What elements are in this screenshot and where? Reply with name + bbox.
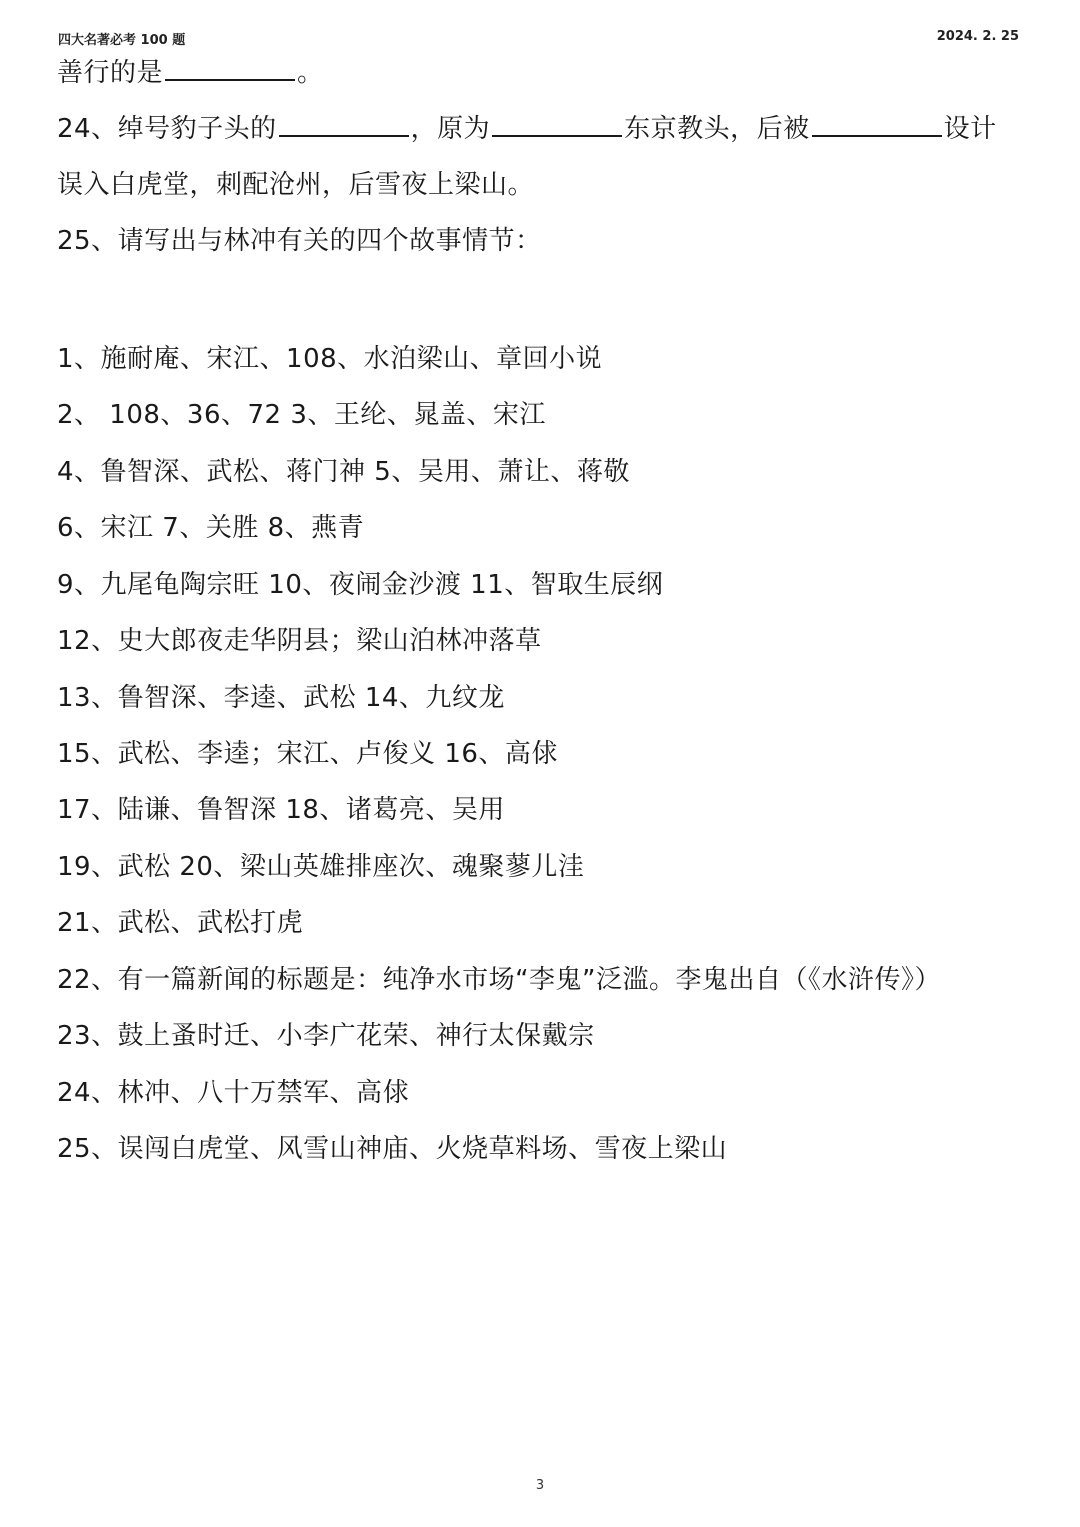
question-24-line-2: 误入白虎堂，刺配沧州，后雪夜上梁山。 [57, 170, 535, 200]
answer-line: 4、鲁智深、武松、蒋门神 5、吴用、萧让、蒋敬 [57, 457, 630, 487]
answer-line: 2、 108、36、72 3、王纶、晁盖、宋江 [57, 400, 546, 430]
question-text: 东京教头，后被 [624, 114, 810, 144]
document-title: 四大名著必考 100 题 [58, 33, 186, 48]
answer-line: 15、武松、李逵；宋江、卢俊义 16、高俅 [57, 739, 558, 769]
answer-blank [812, 111, 942, 137]
answer-line: 23、鼓上蚤时迁、小李广花荣、神行太保戴宗 [57, 1021, 595, 1051]
answer-line: 1、施耐庵、宋江、108、水泊梁山、章回小说 [57, 344, 603, 374]
answer-blank [492, 111, 622, 137]
answer-line: 17、陆谦、鲁智深 18、诸葛亮、吴用 [57, 795, 505, 825]
answer-blank [279, 111, 409, 137]
answer-line: 19、武松 20、梁山英雄排座次、魂聚蓼儿洼 [57, 852, 585, 882]
answer-line: 24、林冲、八十万禁军、高俅 [57, 1078, 410, 1108]
question-text: ，原为 [410, 114, 491, 144]
page-number: 3 [535, 1478, 545, 1493]
answer-line: 9、九尾龟陶宗旺 10、夜闹金沙渡 11、智取生辰纲 [57, 570, 664, 600]
question-text: 。 [297, 58, 324, 88]
answer-line: 25、误闯白虎堂、风雪山神庙、火烧草料场、雪夜上梁山 [57, 1134, 728, 1164]
answer-line: 21、武松、武松打虎 [57, 908, 304, 938]
answer-line: 22、有一篇新闻的标题是：纯净水市场“李鬼”泛滥。李鬼出自（《水浒传》） [57, 965, 942, 995]
question-text: 设计 [943, 114, 997, 144]
question-23-tail [57, 55, 324, 90]
answer-line: 6、宋江 7、关胜 8、燕青 [57, 513, 365, 543]
answer-line: 13、鲁智深、李逵、武松 14、九纹龙 [57, 683, 505, 713]
question-24-line-1 [57, 111, 997, 146]
question-25: 25、请写出与林冲有关的四个故事情节： [57, 226, 542, 256]
document-date: 2024. 2. 25 [936, 29, 1019, 44]
answer-line: 12、史大郎夜走华阴县；梁山泊林冲落草 [57, 626, 542, 656]
question-text: 善行的是 [57, 58, 164, 88]
question-text: 24、绰号豹子头的 [57, 114, 277, 144]
answer-blank [165, 55, 295, 81]
